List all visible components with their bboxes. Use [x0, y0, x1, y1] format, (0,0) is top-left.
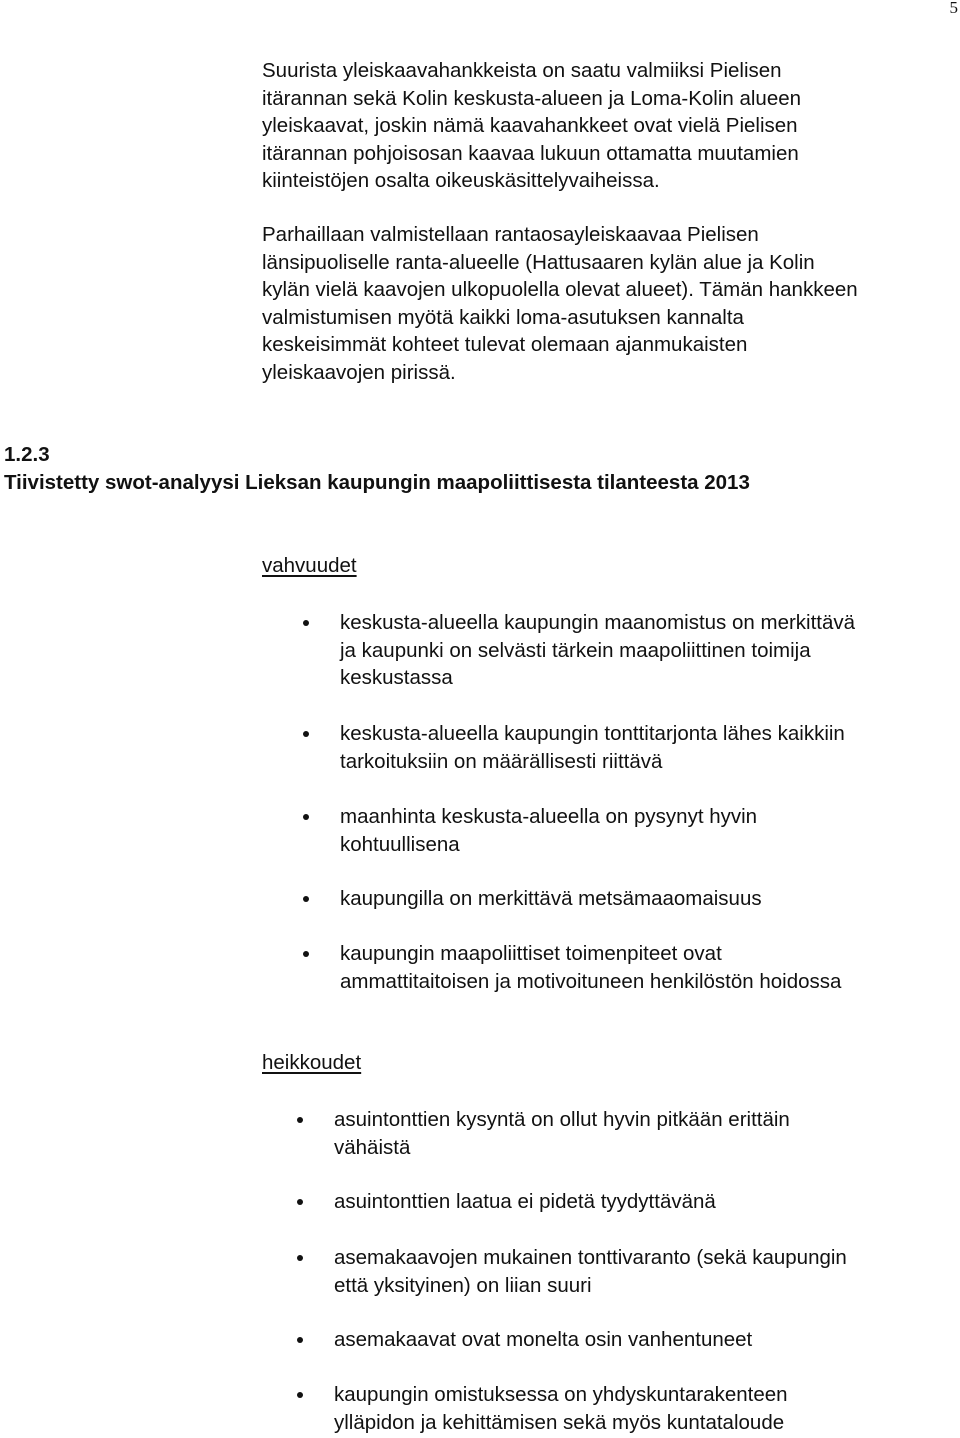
strength-item: kaupungin maapoliittiset toimenpiteet ovat ammattitaitoisen ja motivoituneen henkilöstön hoidossa [340, 940, 958, 995]
planning-paragraph: Parhaillaan valmistellaan rantaosayleiskaavaa Pielisen länsipuoliselle ranta-alueelle (Hattusaaren kylän alue ja Kolin kylän vielä kaavojen ulkopuolella olevat alueet). Tämän hankkeen valmistumisen myötä kaikki loma-asutuksen kannalta keskeisimmät kohteet tulevat olemaan ajanmukaisten yleiskaavojen pirissä. [262, 223, 858, 384]
strengths-heading: vahvuudet [262, 554, 357, 577]
strength-item: keskusta-alueella kaupungin tonttitarjonta lähes kaikkiin tarkoituksiin on määrällisesti riittävä [340, 720, 958, 775]
intro-paragraph: Suurista yleiskaavahankkeista on saatu valmiiksi Pielisen itärannan sekä Kolin keskusta-alueen ja Loma-Kolin alueen yleiskaavat, joskin nämä kaavahankkeet ovat vielä Pielisen itärannan pohjoisosan kaavaa lukuun ottamatta muutamien kiinteistöjen osalta oikeuskäsittelyvaiheissa. [262, 59, 802, 192]
weaknesses-heading: heikkoudet [262, 1051, 362, 1074]
weakness-item: asuintonttien kysyntä on ollut hyvin pitkään erittäin vähäistä [334, 1106, 958, 1161]
page-number: 5 [949, 0, 958, 17]
weakness-item: asemakaavat ovat monelta osin vanhentuneet [334, 1326, 958, 1354]
weakness-item: asemakaavojen mukainen tonttivaranto (sekä kaupungin että yksityinen) on liian suuri [334, 1244, 958, 1299]
strength-item: kaupungilla on merkittävä metsämaaomaisuus [340, 885, 958, 913]
weakness-item: asuintonttien laatua ei pidetä tyydyttävänä [334, 1188, 958, 1216]
strength-item: keskusta-alueella kaupungin maanomistus on merkittävä ja kaupunki on selvästi tärkein maapoliittinen toimija keskustassa [340, 609, 958, 692]
weakness-item: kaupungin omistuksessa on yhdyskuntarakenteen ylläpidon ja kehittämisen sekä myös kuntataloude [334, 1381, 958, 1436]
section-title: Tiivistetty swot-analyysi Lieksan kaupungin maapoliittisesta tilanteesta 2013 [4, 471, 750, 494]
section-number: 1.2.3 [4, 443, 50, 466]
strength-item: maanhinta keskusta-alueella on pysynyt hyvin kohtuullisena [340, 803, 958, 858]
